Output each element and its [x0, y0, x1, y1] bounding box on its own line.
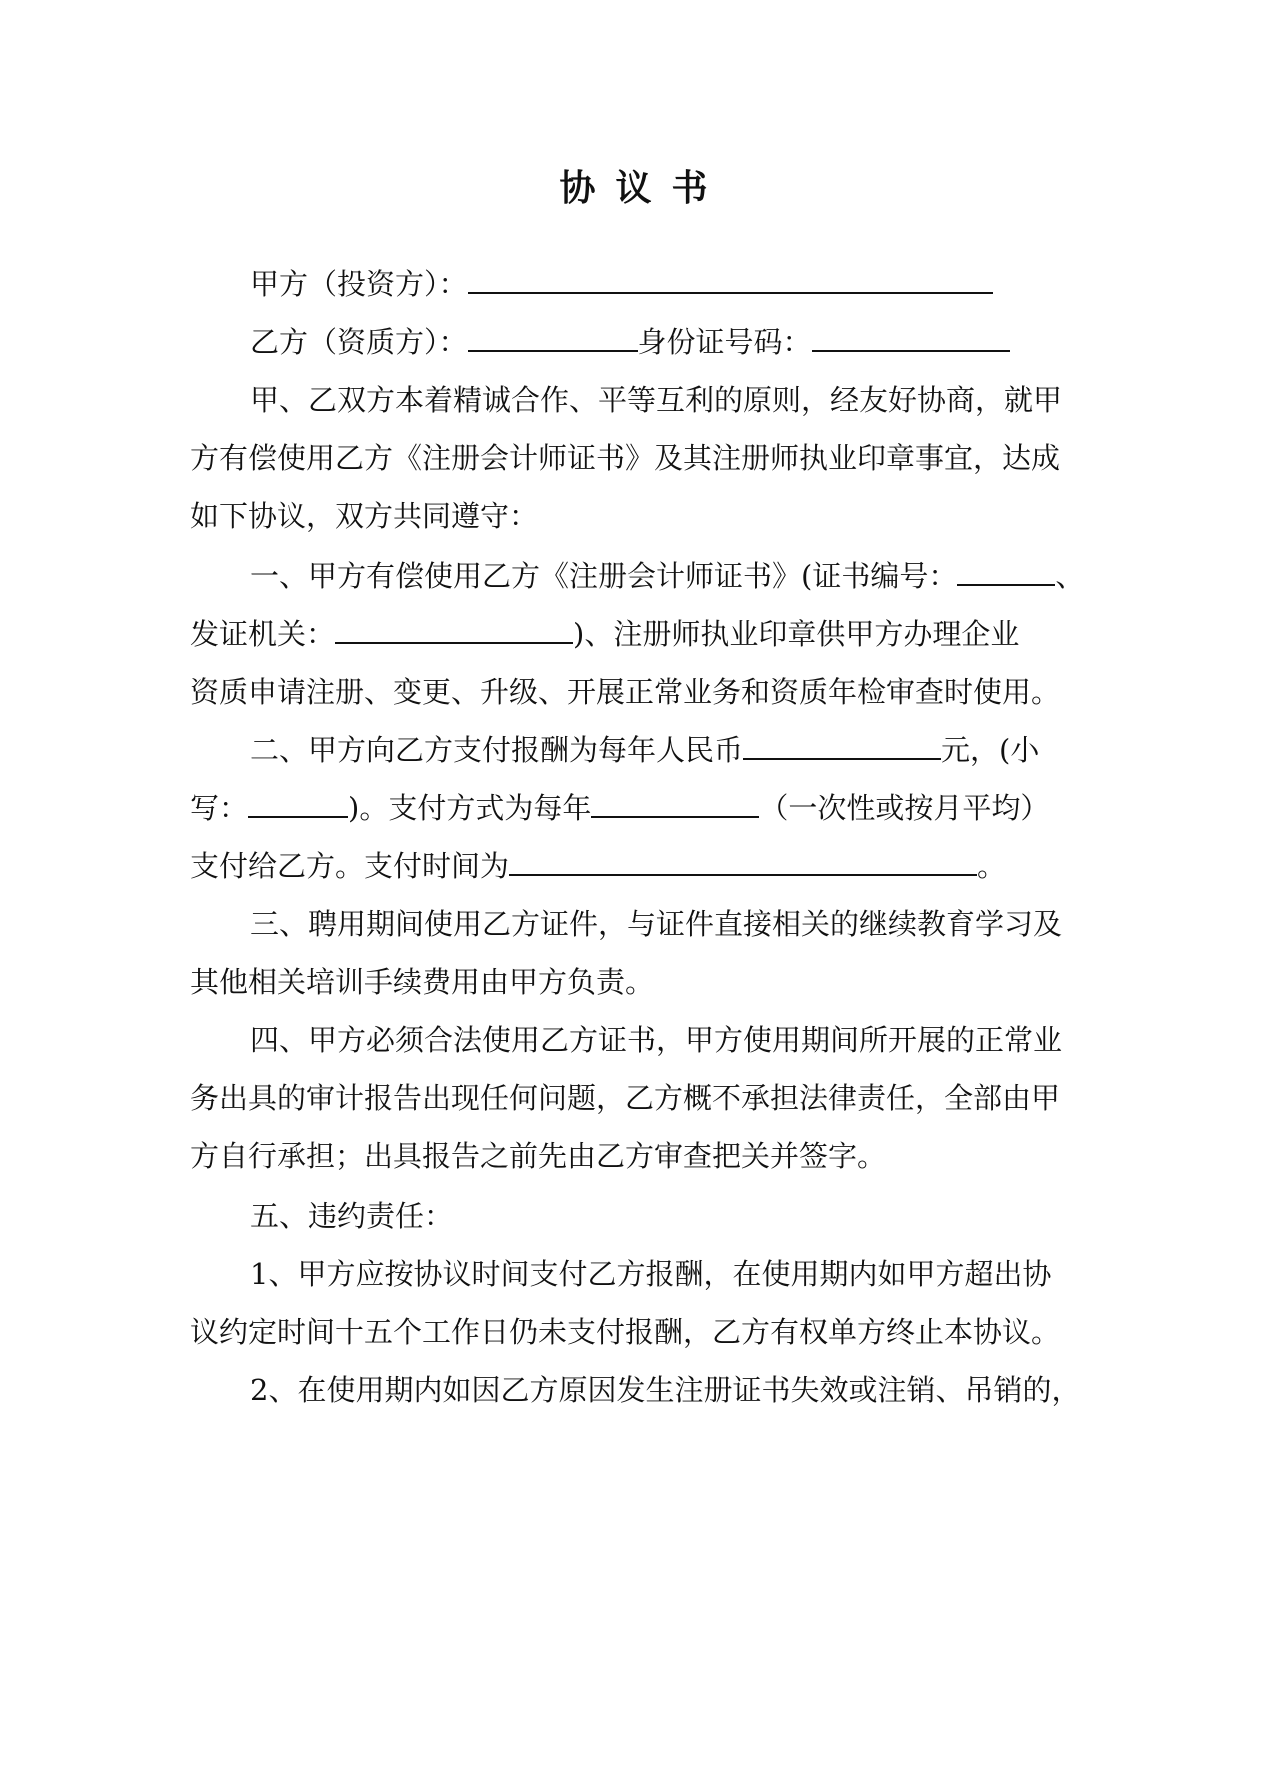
clause2-text-c: 写： — [190, 791, 249, 825]
party-a-line — [250, 262, 993, 303]
id-label: 身份证号码： — [637, 325, 812, 359]
clause2-line-2 — [190, 786, 1049, 827]
clause2-text-e: （一次性或按月平均） — [759, 791, 1050, 825]
clause2-text-d: )。支付方式为每年 — [348, 791, 592, 825]
amount-blank — [743, 730, 941, 760]
intro-line-2: 方有偿使用乙方《注册会计师证书》及其注册师执业印章事宜，达成 — [190, 441, 1061, 475]
party-a-label: 甲方（投资方）： — [250, 267, 468, 301]
clause2-text-a: 二、甲方向乙方支付报酬为每年人民币 — [250, 733, 744, 767]
clause4-line-3: 方自行承担；出具报告之前先由乙方审查把关并签字。 — [190, 1139, 887, 1173]
intro-line-3: 如下协议，双方共同遵守： — [190, 499, 539, 533]
clause3-line-1: 三、聘用期间使用乙方证件，与证件直接相关的继续教育学习及 — [250, 907, 1063, 941]
clause1-text-d: )、注册师执业印章供甲方办理企业 — [573, 617, 1020, 651]
party-b-blank — [468, 322, 638, 352]
id-blank — [812, 322, 1010, 352]
clause1-text-b: 、 — [1055, 559, 1085, 593]
clause2-text-g: 。 — [977, 849, 1007, 883]
clause5-heading: 五、违约责任： — [250, 1199, 454, 1233]
clause2-line-3 — [190, 844, 1006, 885]
certificate-number-blank — [957, 556, 1055, 586]
clause2-text-b: 元，(小 — [941, 733, 1040, 767]
payment-method-blank — [591, 788, 759, 818]
clause4-line-1: 四、甲方必须合法使用乙方证书，甲方使用期间所开展的正常业 — [250, 1023, 1063, 1057]
clause1-text-a: 一、甲方有偿使用乙方《注册会计师证书》(证书编号： — [250, 559, 958, 593]
clause1-line-1 — [250, 554, 1084, 595]
amount-figures-blank — [248, 788, 348, 818]
clause2-text-f: 支付给乙方。支付时间为 — [190, 849, 510, 883]
clause5-1-line-1: 1、甲方应按协议时间支付乙方报酬，在使用期内如甲方超出协 — [250, 1257, 1052, 1291]
party-a-blank — [468, 264, 993, 294]
clause5-1-line-2: 议约定时间十五个工作日仍未支付报酬，乙方有权单方终止本协议。 — [190, 1315, 1061, 1349]
payment-time-blank — [509, 846, 977, 876]
clause2-line-1 — [250, 728, 1039, 769]
clause1-line-3: 资质申请注册、变更、升级、开展正常业务和资质年检审查时使用。 — [190, 675, 1061, 709]
issuing-authority-blank — [335, 614, 573, 644]
document-title: 协议书 — [559, 167, 728, 209]
clause1-text-c: 发证机关： — [190, 617, 336, 651]
intro-line-1: 甲、乙双方本着精诚合作、平等互利的原则，经友好协商，就甲 — [250, 383, 1063, 417]
clause1-line-2 — [190, 612, 1019, 653]
clause4-line-2: 务出具的审计报告出现任何问题，乙方概不承担法律责任，全部由甲 — [190, 1081, 1061, 1115]
clause5-2-line-1: 2、在使用期内如因乙方原因发生注册证书失效或注销、吊销的， — [250, 1373, 1081, 1407]
clause3-line-2: 其他相关培训手续费用由甲方负责。 — [190, 965, 655, 999]
party-b-label: 乙方（资质方）： — [250, 325, 468, 359]
party-b-line — [250, 320, 1010, 361]
